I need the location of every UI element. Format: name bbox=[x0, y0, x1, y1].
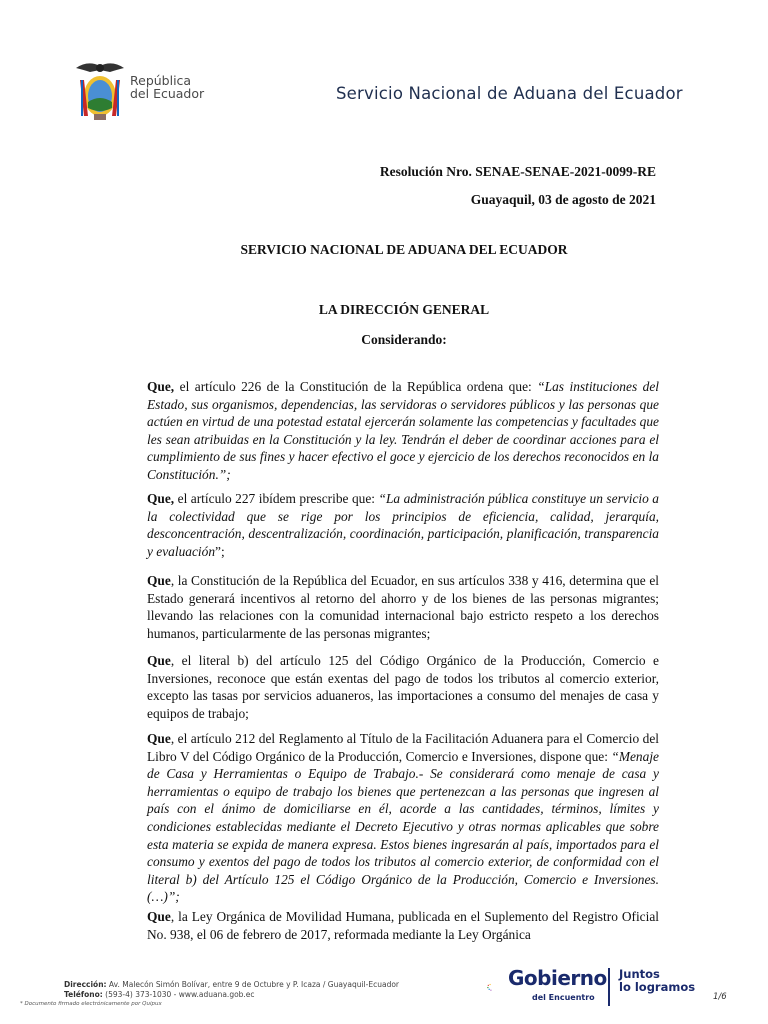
paragraph-4: Que, el literal b) del artículo 125 del Código Orgánico de la Producción, Comercio e Inversiones, reconoce que están exentas del pago de todos los tributos al comercio exterior, excepto las tasas por servicios aduaneros, las importaciones a consumo del menajes de casa y equipos de trabajo; bbox=[147, 653, 659, 721]
republic-label: República del Ecuador bbox=[130, 73, 205, 101]
paragraph-6: Que, la Ley Orgánica de Movilidad Humana, publicada en el Suplemento del Registro Oficial No. 938, el 06 de febrero de 2017, reformada mediante la Ley Orgánica bbox=[147, 909, 659, 942]
footer-address: Dirección: Av. Malecón Simón Bolívar, entre 9 de Octubre y P. Icaza / Guayaquil-Ecuador Teléfono: (593-4) 373-1030 - www.aduana.gob.ec bbox=[64, 980, 399, 999]
heading-agency: SERVICIO NACIONAL DE ADUANA DEL ECUADOR bbox=[240, 242, 568, 257]
heading-direction: LA DIRECCIÓN GENERAL bbox=[318, 302, 490, 317]
agency-title: Servicio Nacional de Aduana del Ecuador bbox=[336, 84, 683, 103]
gobierno-title: Gobierno bbox=[508, 966, 607, 990]
gobierno-subtitle: del Encuentro bbox=[532, 993, 595, 1002]
signature-note: * Documento firmado electrónicamente por Quipux bbox=[20, 1001, 162, 1007]
resolution-number: Resolución Nro. SENAE-SENAE-2021-0099-RE bbox=[379, 164, 656, 179]
footer-divider bbox=[608, 968, 610, 1006]
page-number: 1/6 bbox=[713, 992, 727, 1002]
paragraph-2: Que, el artículo 227 ibídem prescribe que: “La administración pública constituye un servicio a la colectividad que se rige por los principios de eficiencia, calidad, jerarquía, desconcentración, descentralización, coordinación, participación, planificación, transparencia y evaluación”; bbox=[147, 491, 659, 559]
ecuador-coat-of-arms-icon bbox=[72, 58, 128, 122]
heading-considerando: Considerando: bbox=[361, 332, 447, 347]
paragraph-1: Que, el artículo 226 de la Constitución de la República ordena que: “Las instituciones del Estado, sus organismos, dependencias, las servidoras o servidores públicos y las personas que actúen en virtud de una potestad estatal ejercerán solamente las competencias y facultades que les sean atribuidas en la Constitución y la ley. Tendrán el deber de coordinar acciones para el cumplimiento de sus fines y hacer efectivo el goce y ejercicio de los derechos reconocidos en la Constitución.”; bbox=[147, 379, 659, 482]
paragraph-3: Que, la Constitución de la República del Ecuador, en sus artículos 338 y 416, determina que el Estado generará incentivos al retorno del ahorro y de los bienes de las personas migrantes; llevando las relaciones con la comunidad internacional bajo estricto respeto a los derechos humanos, particularmente de las personas migrantes; bbox=[147, 573, 659, 641]
resolution-date: Guayaquil, 03 de agosto de 2021 bbox=[470, 192, 656, 207]
juntos-slogan: Juntos lo logramos bbox=[619, 967, 696, 994]
paragraph-5: Que, el artículo 212 del Reglamento al Título de la Facilitación Aduanera para el Comercio del Libro V del Código Orgánico de la Producción, Comercio e Inversiones, dispone que: “Menaje de Casa y Herramientas o Equipo de Trabajo.- Se considerará como menaje de casa y herramientas o equipo de trabajo los bienes que pertenezcan a las personas que ingresen al país con el ánimo de domiciliarse en él, acorde a las cantidades, términos, límites y condiciones establecidas mediante el Decreto Ejecutivo y otras normas aplicables que sobre esta materia se expida de manera expresa. Estos bienes ingresarán al país, importados para el consumo y exentos del pago de todos los tributos al comercio exterior, de conformidad con el literal b) del Artículo 125 el Código Orgánico de la Producción, Comercio e Inversiones. (…)”; bbox=[147, 731, 659, 905]
page-header bbox=[0, 0, 768, 130]
